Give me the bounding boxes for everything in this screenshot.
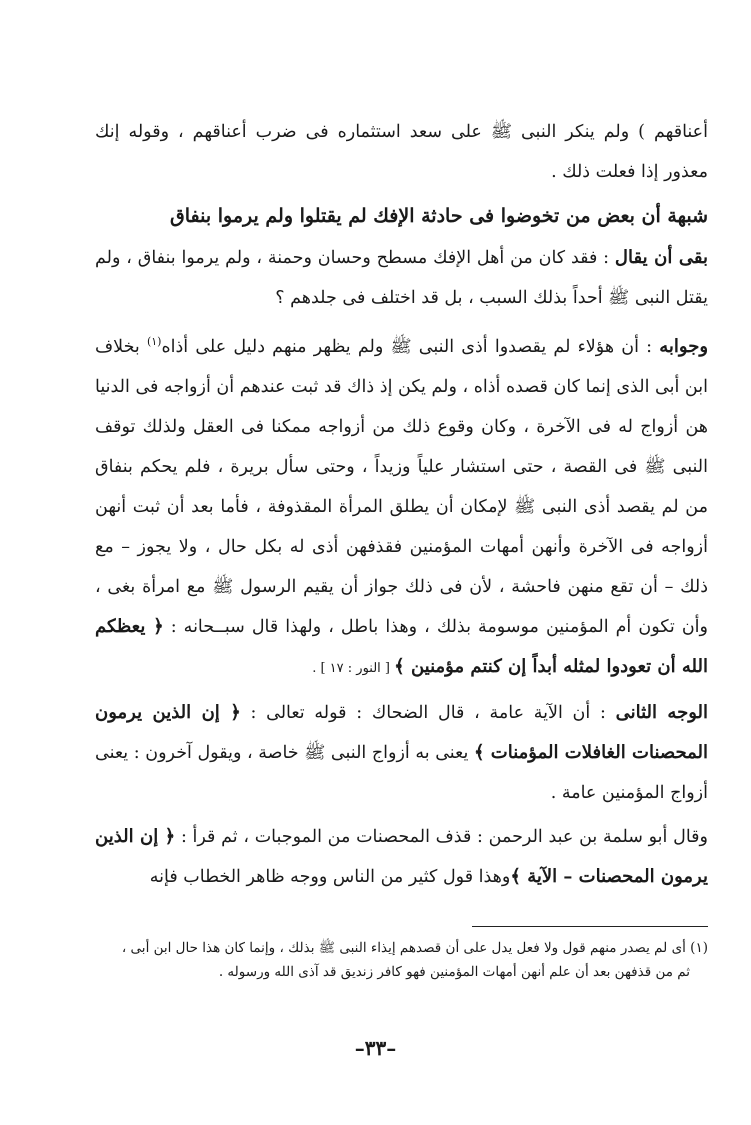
paragraph-1-text: أعناقهم ) ولم ينكر النبى ﷺ على سعد استثماره فى ضرب أعناقهم ، وقوله إنك معذور إذا فعلت ذلك . bbox=[95, 122, 708, 182]
footnote bbox=[95, 936, 708, 984]
paragraph-4 bbox=[95, 693, 708, 813]
paragraph-3-text-a: : أن هؤلاء لم يقصدوا أذى النبى ﷺ ولم يظهر منهم دليل على أذاه bbox=[161, 336, 660, 357]
quran-verse-2: ﴿ إن الذين يرمون المحصنات الغافلات المؤمنات ﴾ bbox=[95, 701, 709, 763]
verse-reference-1: [ النور : ١٧ ] . bbox=[312, 660, 395, 676]
footnote-marker: (١) bbox=[146, 335, 162, 348]
paragraph-3-text-b: بخلاف ابن أبى الذى إنما كان قصده أذاه ، ولم يكن إذ ذاك قد ثبت عندهم أن أزواجه فى الدنيا هن أزواج له فى الآخرة ، وكان وقوع ذلك من أزواجه ممكنا فى العقل ولذلك توقف النبى ﷺ فى القصة ، حتى استشار علياً وزيداً ، وحتى سأل بريرة ، فلم يحكم بنفاق من لم يقصد أذى النبى ﷺ لإمكان أن يطلق المرأة المقذوفة ، فأما بعد أن ثبت أنهن أزواجه فى الآخرة وأنهن أمهات المؤمنين فقذفهن أذى له بكل حال ، ولا يجوز – مع ذلك – أن تقع منهن فاحشة ، لأن فى ذلك جواز أن يقيم الرسول ﷺ مع امرأة بغى ، وأن تكون أم المؤمنين موسومة بذلك ، وهذا باطل ، ولهذا قال سبــحانه : bbox=[95, 336, 708, 637]
paragraph-4-text-b: يعنى به أزواج النبى ﷺ خاصة ، ويقول آخرون : يعنى أزواج المؤمنين عامة . bbox=[95, 742, 708, 803]
footnote-line-2: ثم من قذفهن بعد أن علم أنهن أمهات المؤمنين فهو كافر زنديق قد آذى الله ورسوله . bbox=[218, 964, 690, 980]
quran-verse-3: ﴿ إن الذين يرمون المحصنات – الآية ﴾ bbox=[95, 825, 708, 887]
paragraph-4-lead: الوجه الثانى bbox=[615, 701, 708, 723]
footnote-divider bbox=[472, 926, 708, 927]
page-body bbox=[95, 112, 708, 897]
section-heading: شبهة أن بعض من تخوضوا فى حادثة الإفك لم يقتلوا ولم يرموا بنفاق bbox=[169, 205, 708, 227]
paragraph-5-text-a: وقال أبو سلمة بن عبد الرحمن : قذف المحصنات من الموجبات ، ثم قرأ : bbox=[175, 826, 708, 847]
paragraph-4-text-a: : أن الآية عامة ، قال الضحاك : قوله تعالى : bbox=[240, 702, 616, 723]
paragraph-2 bbox=[95, 238, 708, 318]
footnote-line-1: (١) أى لم يصدر منهم قول ولا فعل يدل على أن قصدهم إيذاء النبى ﷺ بذلك ، وإنما كان هذا حال ابن أبى ، bbox=[121, 940, 708, 956]
paragraph-5 bbox=[95, 817, 708, 897]
paragraph-3 bbox=[95, 322, 708, 689]
paragraph-3-lead: وجوابه bbox=[659, 335, 709, 357]
paragraph-2-lead: بقى أن يقال bbox=[614, 247, 708, 268]
paragraph-5-text-b: وهذا قول كثير من الناس ووجه ظاهر الخطاب فإنه bbox=[149, 866, 511, 887]
paragraph-1 bbox=[95, 112, 708, 192]
page-number: –٣٣– bbox=[354, 1036, 397, 1060]
paragraph-2-text: : فقد كان من أهل الإفك مسطح وحسان وحمنة ، ولم يرموا بنفاق ، ولم يقتل النبى ﷺ أحداً بذلك السبب ، بل قد اختلف فى جلدهم ؟ bbox=[95, 248, 708, 308]
quran-verse-1: ﴿ يعظكم الله أن تعودوا لمثله أبداً إن كنتم مؤمنين ﴾ bbox=[95, 615, 708, 677]
